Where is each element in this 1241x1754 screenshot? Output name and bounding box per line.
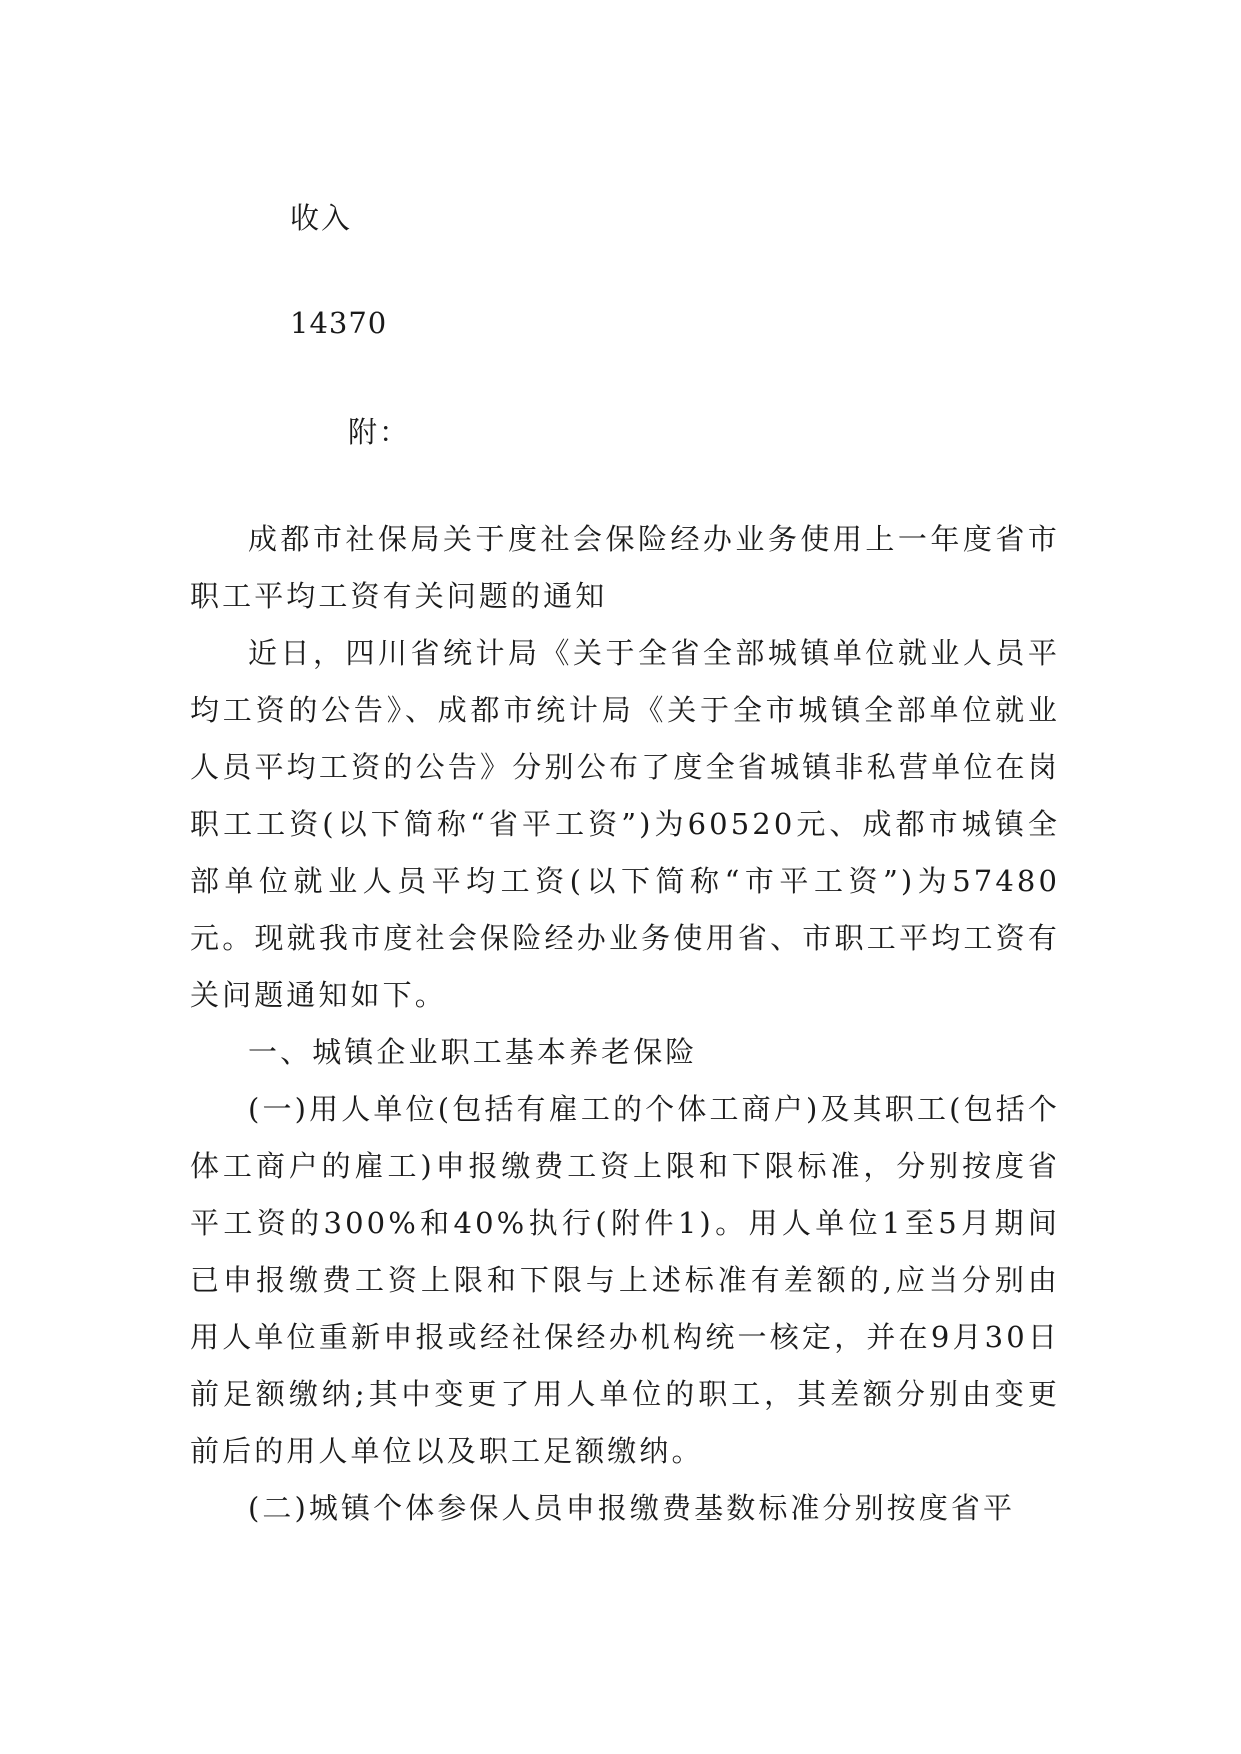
notice-paragraph-individual-contribution: (二)城镇个体参保人员申报缴费基数标准分别按度省平 (248, 1491, 1016, 1525)
section-heading-pension: 一、城镇企业职工基本养老保险 (248, 1035, 698, 1069)
notice-paragraph-employer-contribution: (一)用人单位(包括有雇工的个体工商户)及其职工(包括个体工商户的雇工)申报缴费工资上限和下限标准，分别按度省平工资的300%和40%执行(附件1)。用人单位1至5月期间已申报缴费工资上限和下限与上述标准有差额的,应当分别由用人单位重新申报或经社保经办机构统一核定，并在9月30日前足额缴纳;其中变更了用人单位的职工，其差额分别由变更前后的用人单位以及职工足额缴纳。 (190, 1092, 1060, 1468)
notice-body (190, 511, 1060, 1537)
income-label: 收入 (290, 201, 353, 235)
attachment-label: 附： (348, 415, 411, 449)
income-value: 14370 (290, 306, 388, 340)
notice-paragraph-intro: 近日，四川省统计局《关于全省全部城镇单位就业人员平均工资的公告》、成都市统计局《关于全市城镇全部单位就业人员平均工资的公告》分别公布了度全省城镇非私营单位在岗职工工资(以下简称“省平工资”)为60520元、成都市城镇全部单位就业人员平均工资(以下简称“市平工资”)为57480元。现就我市度社会保险经办业务使用省、市职工平均工资有关问题通知如下。 (190, 636, 1060, 1012)
notice-title: 成都市社保局关于度社会保险经办业务使用上一年度省市职工平均工资有关问题的通知 (190, 522, 1060, 613)
